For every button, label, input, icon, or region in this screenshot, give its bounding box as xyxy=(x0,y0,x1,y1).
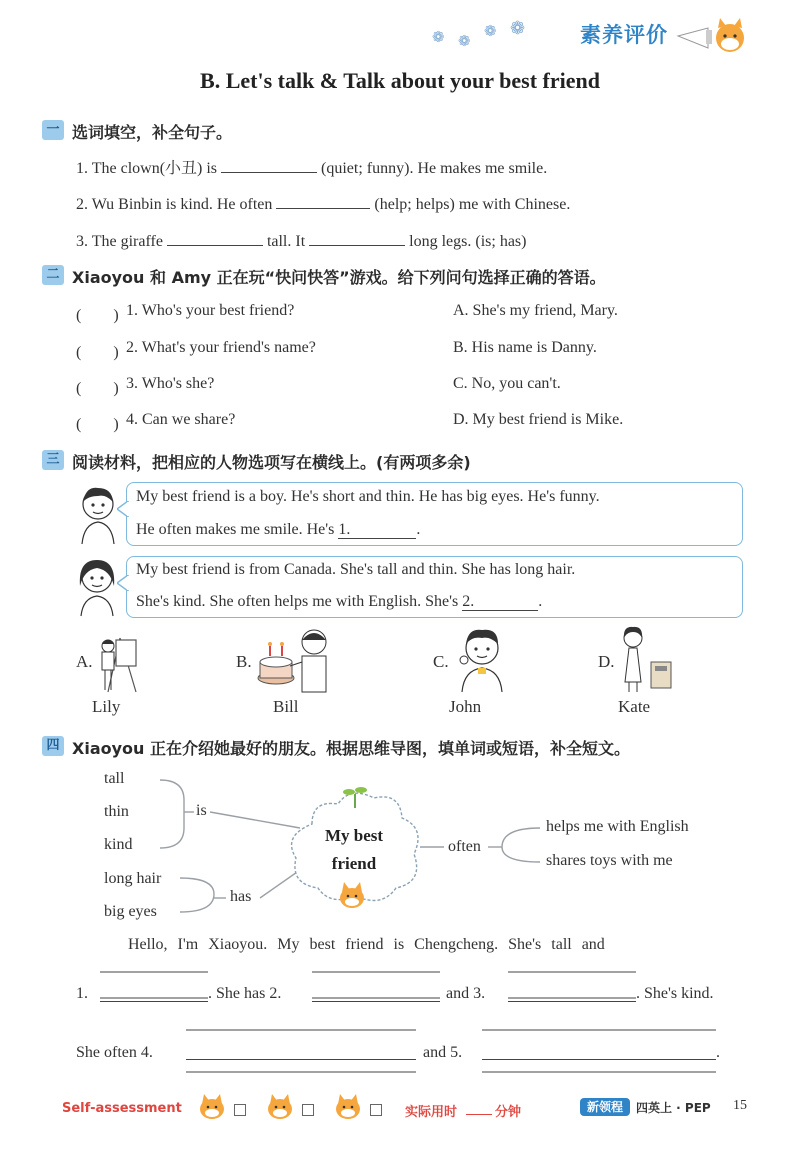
rating-checkbox[interactable] xyxy=(370,1104,382,1116)
passage-text: . She has 2. xyxy=(208,985,282,1002)
mindmap-center-line: My best xyxy=(324,826,384,845)
grade-label: 四英上 · PEP xyxy=(636,1101,711,1115)
question-text: 3. Who's she? xyxy=(126,375,215,392)
boy-avatar-icon xyxy=(74,484,122,546)
page-header xyxy=(0,0,800,55)
girl-with-book-icon xyxy=(617,624,683,694)
bubble-text: . xyxy=(416,521,421,538)
publisher-logo: 新领程 xyxy=(580,1098,630,1116)
bubble-text: My best friend is a boy. He's short and thin. He has big eyes. He's funny. xyxy=(136,488,600,505)
self-assessment-label: Self-assessment xyxy=(62,1101,182,1116)
answer-blank[interactable] xyxy=(462,593,538,611)
answer-option: C. No, you can't. xyxy=(453,375,561,392)
bubble-tail xyxy=(117,501,129,517)
question-1-2 xyxy=(76,191,570,214)
question-text: 4. Can we share? xyxy=(126,411,236,428)
section-badge-3: 三 xyxy=(42,450,64,470)
answer-blank[interactable] xyxy=(338,521,416,539)
mindmap-often-label: often xyxy=(448,838,481,855)
question-text: (quiet; funny). He makes me smile. xyxy=(321,160,548,177)
paw-print-icon: ❁ xyxy=(510,18,526,39)
fox-face-icon xyxy=(332,1094,364,1120)
bubble-text: . xyxy=(538,593,543,610)
paw-print-icon: ❁ xyxy=(432,28,445,46)
answer-blank[interactable] xyxy=(276,191,370,209)
option-letter: B. xyxy=(236,652,252,671)
paw-print-icon: ❁ xyxy=(484,22,497,40)
option-name: Kate xyxy=(618,697,651,716)
boy-thinking-icon xyxy=(452,624,512,694)
question-text: 2. Wu Binbin is kind. He often xyxy=(76,196,273,213)
speech-bubble-1 xyxy=(126,482,743,546)
mindmap-often-word: helps me with English xyxy=(546,818,689,835)
question-text: tall. It xyxy=(266,233,306,250)
question-text: 3. The giraffe xyxy=(76,233,163,250)
question-paren[interactable]: ( ) xyxy=(76,344,119,361)
lesson-title: B. Let's talk & Talk about your best friend xyxy=(200,68,600,93)
time-used-label: 实际用时 xyxy=(405,1105,458,1120)
mindmap-center-line: friend xyxy=(331,854,377,873)
bubble-text-2 xyxy=(136,521,420,539)
answer-blank[interactable] xyxy=(309,228,405,246)
rating-checkbox[interactable] xyxy=(234,1104,246,1116)
speech-bubble-2 xyxy=(126,556,743,618)
passage-text: and 5. xyxy=(423,1044,463,1061)
boy-baking-cake-icon xyxy=(256,626,336,696)
answer-blank[interactable] xyxy=(167,228,263,246)
option-letter: C. xyxy=(433,652,449,671)
bubble-tail xyxy=(117,575,129,591)
answer-blank[interactable] xyxy=(100,980,208,1002)
mindmap-is-word: thin xyxy=(104,803,129,820)
passage-text: . xyxy=(716,1044,720,1061)
section-2-instruction: Xiaoyou 和 Amy 正在玩“快问快答”游戏。给下列问句选择正确的答语。 xyxy=(72,268,606,287)
question-text: 1. Who's your best friend? xyxy=(126,302,295,319)
girl-painting-icon xyxy=(96,630,142,694)
option-letter: D. xyxy=(598,652,615,671)
rating-checkbox[interactable] xyxy=(302,1104,314,1116)
answer-option: B. His name is Danny. xyxy=(453,339,597,356)
question-paren[interactable]: ( ) xyxy=(76,307,119,324)
question-paren[interactable]: ( ) xyxy=(76,416,119,433)
page-number: 15 xyxy=(733,1098,747,1113)
passage-number: 1. xyxy=(76,985,88,1002)
answer-blank[interactable] xyxy=(508,980,636,1002)
mindmap-is-word: kind xyxy=(104,836,133,853)
question-text: long legs. (is; has) xyxy=(409,233,527,250)
mindmap-center xyxy=(316,822,392,878)
question-1-3 xyxy=(76,228,526,251)
bubble-text: She's kind. She often helps me with English. She's xyxy=(136,593,459,610)
sprout-icon xyxy=(342,782,368,808)
answer-option: D. My best friend is Mike. xyxy=(453,411,624,428)
bubble-text: My best friend is from Canada. She's tall and thin. She has long hair. xyxy=(136,561,576,578)
fox-face-icon xyxy=(264,1094,296,1120)
question-text: 2. What's your friend's name? xyxy=(126,339,316,356)
question-paren[interactable]: ( ) xyxy=(76,380,119,397)
brand-label: 素养评价 xyxy=(580,23,668,47)
answer-option: A. She's my friend, Mary. xyxy=(453,302,618,319)
passage-text: and 3. xyxy=(446,985,486,1002)
fox-icon xyxy=(332,880,374,910)
bubble-text: He often makes me smile. He's xyxy=(136,521,335,538)
option-name: Lily xyxy=(92,697,121,716)
fox-mascot-icon xyxy=(668,16,748,56)
fox-face-icon xyxy=(196,1094,228,1120)
answer-blank[interactable] xyxy=(186,1038,416,1060)
option-name: John xyxy=(449,697,482,716)
mindmap-has-label: has xyxy=(230,888,252,905)
question-1-1 xyxy=(76,155,547,178)
answer-blank[interactable] xyxy=(312,980,440,1002)
minutes-label: 分钟 xyxy=(495,1105,522,1120)
question-text: (help; helps) me with Chinese. xyxy=(374,196,571,213)
blank-number: 1. xyxy=(338,521,351,538)
paw-print-icon: ❁ xyxy=(458,32,471,50)
bubble-text-2 xyxy=(136,593,542,611)
passage-text: She often 4. xyxy=(76,1044,153,1061)
section-badge-2: 二 xyxy=(42,265,64,285)
girl-avatar-icon xyxy=(72,556,122,618)
passage-line-1: Hello, I'm Xiaoyou. My best friend is Chengcheng. She's tall and xyxy=(128,936,605,953)
answer-blank[interactable] xyxy=(221,155,317,173)
answer-blank[interactable] xyxy=(482,1038,716,1060)
mindmap-is-word: tall xyxy=(104,770,125,787)
passage-text: . She's kind. xyxy=(636,985,714,1002)
option-name: Bill xyxy=(273,697,299,716)
mindmap-often-word: shares toys with me xyxy=(546,852,673,869)
option-letter: A. xyxy=(76,652,93,671)
time-blank[interactable] xyxy=(466,1114,492,1115)
section-3-instruction: 阅读材料，把相应的人物选项写在横线上。(有两项多余) xyxy=(72,453,471,472)
mindmap-has-word: big eyes xyxy=(104,903,157,920)
blank-number: 2. xyxy=(462,593,475,610)
section-1-instruction: 选词填空，补全句子。 xyxy=(72,123,233,142)
mind-map xyxy=(60,762,760,927)
section-4-instruction: Xiaoyou 正在介绍她最好的朋友。根据思维导图，填单词或短语，补全短文。 xyxy=(72,739,630,758)
section-badge-1: 一 xyxy=(42,120,64,140)
mindmap-has-word: long hair xyxy=(104,870,162,887)
question-text: 1. The clown(小丑) is xyxy=(76,160,218,177)
mindmap-is-label: is xyxy=(196,802,207,819)
section-badge-4: 四 xyxy=(42,736,64,756)
